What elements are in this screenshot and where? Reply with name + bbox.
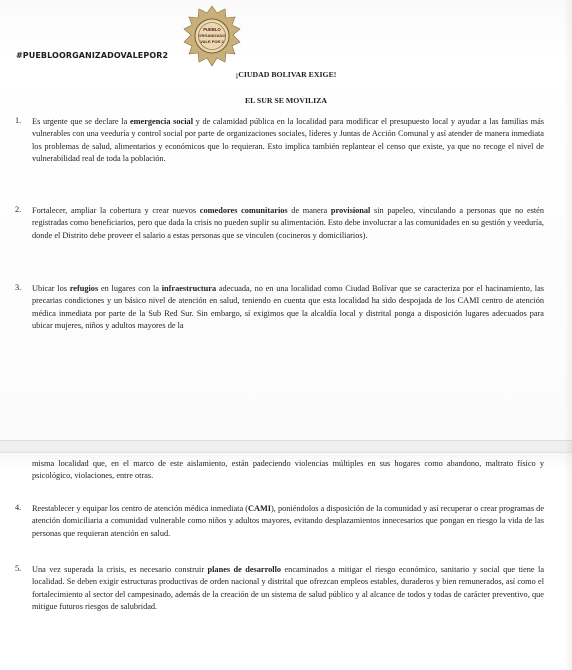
item-number: 4. bbox=[15, 503, 22, 512]
organization-seal-icon bbox=[180, 4, 244, 68]
emphasis: comedores comunitarios bbox=[199, 206, 288, 215]
item-text: misma localidad que, en el marco de este aislamiento, están padeciendo violencias múltiples en sus hogares como abandono, maltrato físico y psicológico, violaciones, entre otras. bbox=[32, 459, 544, 481]
emphasis: emergencia social bbox=[129, 117, 193, 126]
emphasis: provisional bbox=[330, 206, 371, 215]
svg-text:ORGANIZADO: ORGANIZADO bbox=[198, 33, 226, 38]
emphasis: planes de desarrollo bbox=[207, 565, 282, 574]
emphasis: refugios bbox=[69, 284, 99, 293]
hashtag: #PUEBLOORGANIZADOVALEPOR2 bbox=[16, 51, 169, 60]
emphasis: infraestructura bbox=[161, 284, 217, 293]
svg-text:PUEBLO: PUEBLO bbox=[203, 27, 221, 32]
page-divider bbox=[0, 440, 572, 441]
page-divider bbox=[0, 452, 572, 453]
item-text: Una vez superada la crisis, es necesario construir planes de desarrollo encaminados a mitigar el riesgo económico, sanitario y social que tiene la localidad. Se deben exigir estructuras productivas de orden nacional y distrital que ofrezcan empleos estables, duraderos y bien remunerados, así como el fortalecimiento al sector del campesinado, además de la creación de un sistema de salud público y al alcance de todos y todas de carácter preventivo, que mitigue futuros riesgos de salubridad. bbox=[32, 565, 545, 611]
emphasis: CAMI bbox=[247, 504, 272, 513]
item-text: Reestablecer y equipar los centro de atención médica inmediata (CAMI), poniéndolos a disposición de la comunidad y así recuperar o crear programas de atención domiciliaria a comunidad vulnerable como niños y adultos mayores, evitando desplazamientos innecesarios que pongan en riesgo la vida de las personas que requieran atención en salud. bbox=[32, 504, 544, 538]
item-number: 2. bbox=[15, 205, 22, 214]
item-text: Fortalecer, ampliar la cobertura y crear nuevos comedores comunitarios de manera provisional sin papeleo, vinculando a personas que no estén registradas como beneficiarios, pero que dada la crisis no pueden suplir su alimentación. Esto debe involucrar a las comunidades en su gestión y veeduría, donde el Distrito debe proveer el salario a estas personas que se vinculen (cocineros y domiciliarios). bbox=[32, 206, 544, 240]
item-text: Es urgente que se declare la emergencia social y de calamidad pública en la localidad para modificar el presupuesto local y ayudar a las familias más vulnerables con una veeduría y control social por parte de organizaciones sociales, líderes y Juntas de Acción Comunal y así atender de manera inmediata los problemas de salud, alimentarios y económicos que lo requieran. Esto implica también replantear el censo que existe, ya que no recoge el nivel de vulnerabilidad real de toda la población. bbox=[32, 117, 544, 163]
page-edge-shadow bbox=[564, 0, 572, 670]
headline-moviliza: EL SUR SE MOVILIZA bbox=[244, 96, 328, 105]
item-number: 1. bbox=[15, 116, 22, 125]
svg-text:VALE POR 2: VALE POR 2 bbox=[200, 39, 224, 44]
item-text: Ubicar los refugios en lugares con la infraestructura adecuada, no en una localidad como Ciudad Bolívar que se caracteriza por el hacinamiento, las precarias condiciones y un básico nivel de atención en salud, teniendo en cuenta que esta localidad ha sido despojada de los CAMI centro de atención médica inmediata por parte de la Sub Red Sur. Sin embargo, sí exigimos que la alcaldía local y distrital ponga a disposición lugares adecuados para ubicar mujeres, niños y adultos mayores de la bbox=[32, 284, 544, 330]
item-number: 3. bbox=[15, 283, 22, 292]
item-number: 5. bbox=[15, 564, 22, 573]
headline-exige: ¡CIUDAD BOLIVAR EXIGE! bbox=[235, 70, 337, 79]
